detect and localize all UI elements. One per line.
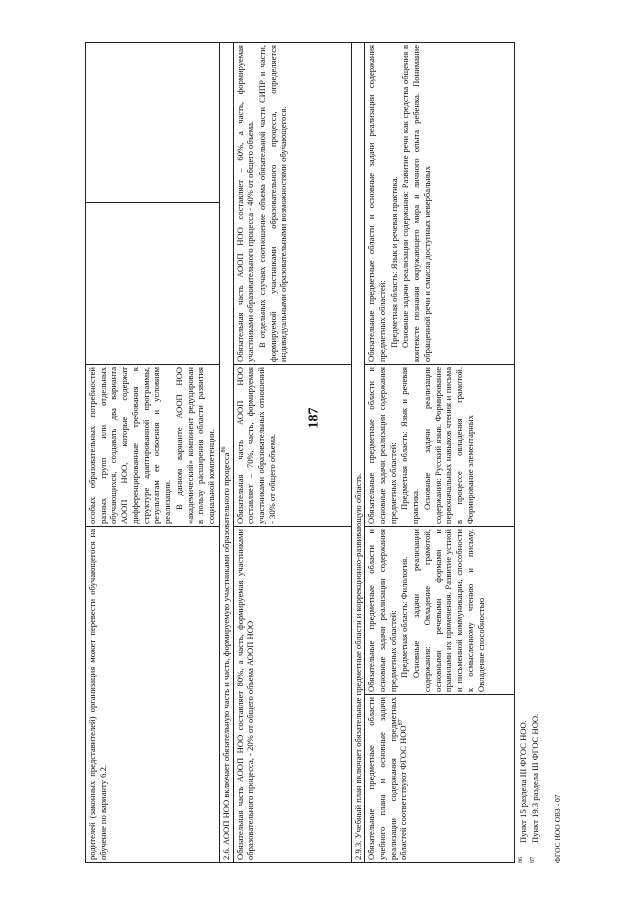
cell-text: В данном варианте АООП НОО «академический» компонент редуцирован в пользу расширения области развития социальной компетенции. <box>173 366 217 524</box>
table-row <box>365 42 515 862</box>
cell-text: родителей (законных представителей) организация может перевести обучающегося на обучение по варианту 6.2. <box>87 528 108 860</box>
cell-text: Обязательные предметные области и основные задачи реализации содержания предметных областей: <box>366 44 388 362</box>
cell-text: Основные задачи реализации содержания: Русский язык. Формирование первоначальных навыков чтения и письма в процессе овладения грамотой. Формирование элементарных <box>421 366 475 524</box>
cell-text: Предметная область: Филология. <box>399 556 410 678</box>
table-cell <box>365 42 515 364</box>
table-cell <box>233 42 351 364</box>
cell-text: Обязательная часть АООП НОО составляет 80%, а часть, формируемая участниками образовательного процесса, - 20% от общего объема АООП НОО <box>234 528 256 860</box>
cell-text: Основные задачи реализации содержания: Овладение грамотой, основными речевыми формами и правилами их применения. Развитие устной и письменной коммуникации, способности к осмысленному чтению и письму. Овладение способностью <box>411 528 486 692</box>
section-heading <box>351 42 365 862</box>
footnote-ref: 87 <box>398 719 405 726</box>
section-heading <box>219 42 233 862</box>
table-row <box>86 42 220 862</box>
footnote-text: Пункт 19.3 раздела III ФГОС НОО. <box>530 713 541 843</box>
footnote <box>517 43 529 863</box>
page-content <box>85 43 563 863</box>
table-cell <box>233 364 351 526</box>
table-cell <box>86 364 220 526</box>
cell-text: Предметная область: Язык и речевая практика. <box>399 366 421 524</box>
table-row <box>233 42 351 862</box>
page-number: 187 <box>306 407 322 429</box>
footnote-text: Пункт 15 раздела III ФГОС НОО. <box>518 720 528 843</box>
table-cell <box>86 526 220 862</box>
table-cell <box>86 202 220 364</box>
cell-text: В отдельных случаях соотношение объема обязательной части СИПР и части, формируемой участниками образовательного процесса, определяется индивидуальными образовательными возможностями обучающегося. <box>257 44 289 362</box>
table-cell <box>365 364 515 526</box>
cell-text: Обязательные предметные области и основные задачи реализации содержания предметных областей: <box>366 528 398 692</box>
cell-text: Предметная область: Язык и речевая практика. <box>388 176 399 348</box>
cell-text: Обязательная часть АООП НОО составляет – 60%, а часть, формируемая участниками образовательного процесса - 40% от общего объема. <box>234 44 256 362</box>
cell-text: особых образовательных потребностей разных групп или отдельных обучающихся, создавать два варианта АООП НОО, которые содержат дифференцированные требования к структуре адаптированной программы, результатам ее освоения и условиям реализации. <box>87 366 173 524</box>
comparison-table <box>85 42 515 863</box>
footnotes <box>517 43 564 863</box>
table-cell <box>365 526 515 694</box>
table-cell <box>365 695 515 863</box>
section-heading-text: 2.6. АООП НОО включает обязательную часть и часть, формируемую участниками образовательного процесса <box>220 452 231 860</box>
footnote-ref: 86 <box>220 446 227 453</box>
footnote-number: 87 <box>530 857 537 863</box>
footnote <box>529 43 541 863</box>
section-heading-text: 2.9.3. Учебный план включает обязательные предметные области и коррекционно-развивающую область. <box>352 472 363 860</box>
footnote-number: 86 <box>518 857 525 863</box>
rotated-page <box>85 43 563 863</box>
page-footer: ФГОС НОО ОВЗ - 07 <box>553 794 563 863</box>
cell-text: Основные задачи реализации содержания: Развитие речи как средства общения в контексте познания окружающего мира и личного опыта ребенка. Понимание обращенной речи и смысла доступных невербальных <box>400 44 432 362</box>
section-heading-row <box>219 42 233 862</box>
cell-text: Обязательные предметные области учебного плана и основные задачи реализации содержания предметных областей соответствуют ФГОС НОО <box>366 697 409 860</box>
table-cell <box>86 42 220 202</box>
section-heading-row <box>351 42 365 862</box>
cell-text: Обязательные предметные области и основные задачи реализации содержания предметных областей: <box>366 366 398 524</box>
cell-text: Обязательная часть АООП НОО составляет – 70%, часть, формируемая участниками образовательных отношений - 30% от общего объема. <box>234 366 277 524</box>
table-cell <box>233 526 351 862</box>
